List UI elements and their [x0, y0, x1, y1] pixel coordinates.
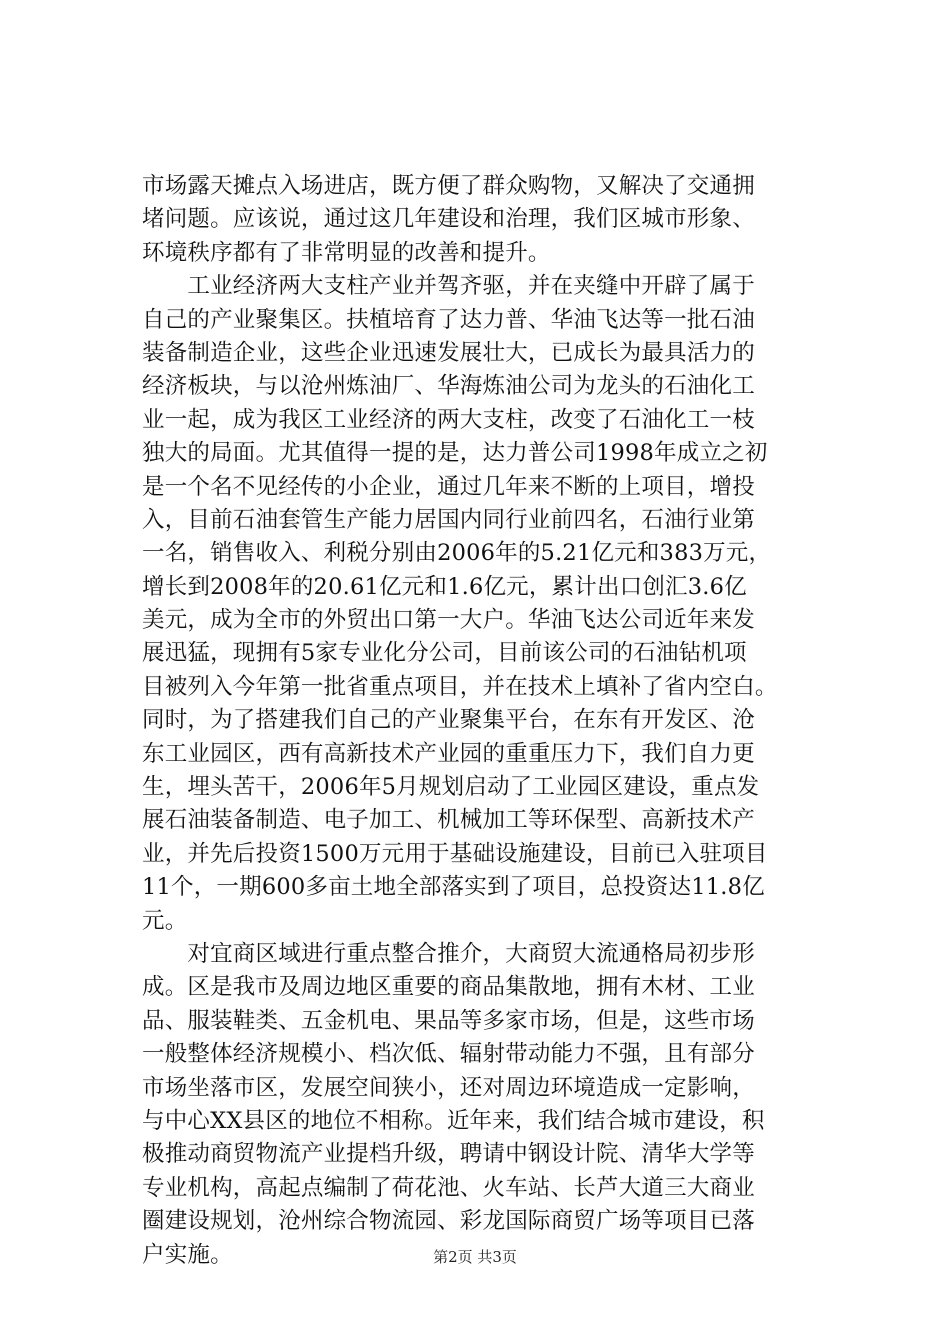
text-line: 经济板块，与以沧州炼油厂、华海炼油公司为龙头的石油化工 — [142, 373, 755, 400]
text-line: 堵问题。应该说，通过这几年建设和治理，我们区城市形象、 — [142, 206, 755, 233]
text-line: 自己的产业聚集区。扶植培育了达力普、华油飞达等一批石油 — [142, 306, 755, 333]
text-line: 装备制造企业，这些企业迅速发展壮大，已成长为最具活力的 — [142, 339, 755, 366]
text-line: 独大的局面。尤其值得一提的是，达力普公司1998年成立之初 — [142, 440, 768, 467]
text-line: 专业机构，高起点编制了荷花池、火车站、长芦大道三大商业 — [142, 1174, 755, 1201]
text-line: 市场露天摊点入场进店，既方便了群众购物，又解决了交通拥 — [142, 173, 755, 199]
text-line: 户实施。 — [142, 1241, 233, 1268]
text-line: 展迅猛，现拥有5家专业化分公司，目前该公司的石油钻机项 — [142, 640, 747, 667]
text-line: 一名，销售收入、利税分别由2006年的5.21亿元和383万元， — [142, 540, 772, 567]
text-line: 目被列入今年第一批省重点项目，并在技术上填补了省内空白。 — [142, 673, 778, 700]
text-line: 品、服装鞋类、五金机电、果品等多家市场，但是，这些市场 — [142, 1007, 755, 1034]
text-line: 美元，成为全市的外贸出口第一大户。华油飞达公司近年来发 — [142, 607, 755, 634]
text-line: 工业经济两大支柱产业并驾齐驱，并在夹缝中开辟了属于 — [142, 273, 755, 300]
text-line: 极推动商贸物流产业提档升级，聘请中钢设计院、清华大学等 — [142, 1141, 755, 1168]
text-line: 生，埋头苦干，2006年5月规划启动了工业园区建设，重点发 — [142, 774, 760, 801]
text-line: 与中心XX县区的地位不相称。近年来，我们结合城市建设，积 — [142, 1107, 765, 1134]
body-text — [142, 170, 814, 1272]
text-line: 对宜商区域进行重点整合推介，大商贸大流通格局初步形 — [142, 940, 755, 967]
text-line: 业，并先后投资1500万元用于基础设施建设，目前已入驻项目 — [142, 840, 768, 867]
text-line: 同时，为了搭建我们自己的产业聚集平台，在东有开发区、沧 — [142, 707, 755, 734]
text-line: 圈建设规划，沧州综合物流园、彩龙国际商贸广场等项目已落 — [142, 1208, 755, 1235]
text-line: 市场坐落市区，发展空间狭小，还对周边环境造成一定影响， — [142, 1074, 755, 1101]
text-line: 入，目前石油套管生产能力居国内同行业前四名，石油行业第 — [142, 506, 755, 533]
text-line: 一般整体经济规模小、档次低、辐射带动能力不强，且有部分 — [142, 1041, 755, 1068]
text-line: 11个，一期600多亩土地全部落实到了项目，总投资达11.8亿 — [142, 874, 765, 901]
text-line: 环境秩序都有了非常明显的改善和提升。 — [142, 239, 551, 266]
text-line: 元。 — [142, 907, 188, 934]
text-line: 东工业园区，西有高新技术产业园的重重压力下，我们自力更 — [142, 740, 755, 767]
text-line: 是一个名不见经传的小企业，通过几年来不断的上项目，增投 — [142, 473, 755, 500]
text-line: 成。区是我市及周边地区重要的商品集散地，拥有木材、工业 — [142, 974, 755, 1001]
text-line: 展石油装备制造、电子加工、机械加工等环保型、高新技术产 — [142, 807, 755, 834]
text-line: 增长到2008年的20.61亿元和1.6亿元，累计出口创汇3.6亿 — [142, 573, 747, 600]
text-line: 业一起，成为我区工业经济的两大支柱，改变了石油化工一枝 — [142, 406, 755, 433]
page-footer: 第2页 共3页 — [433, 1248, 517, 1266]
